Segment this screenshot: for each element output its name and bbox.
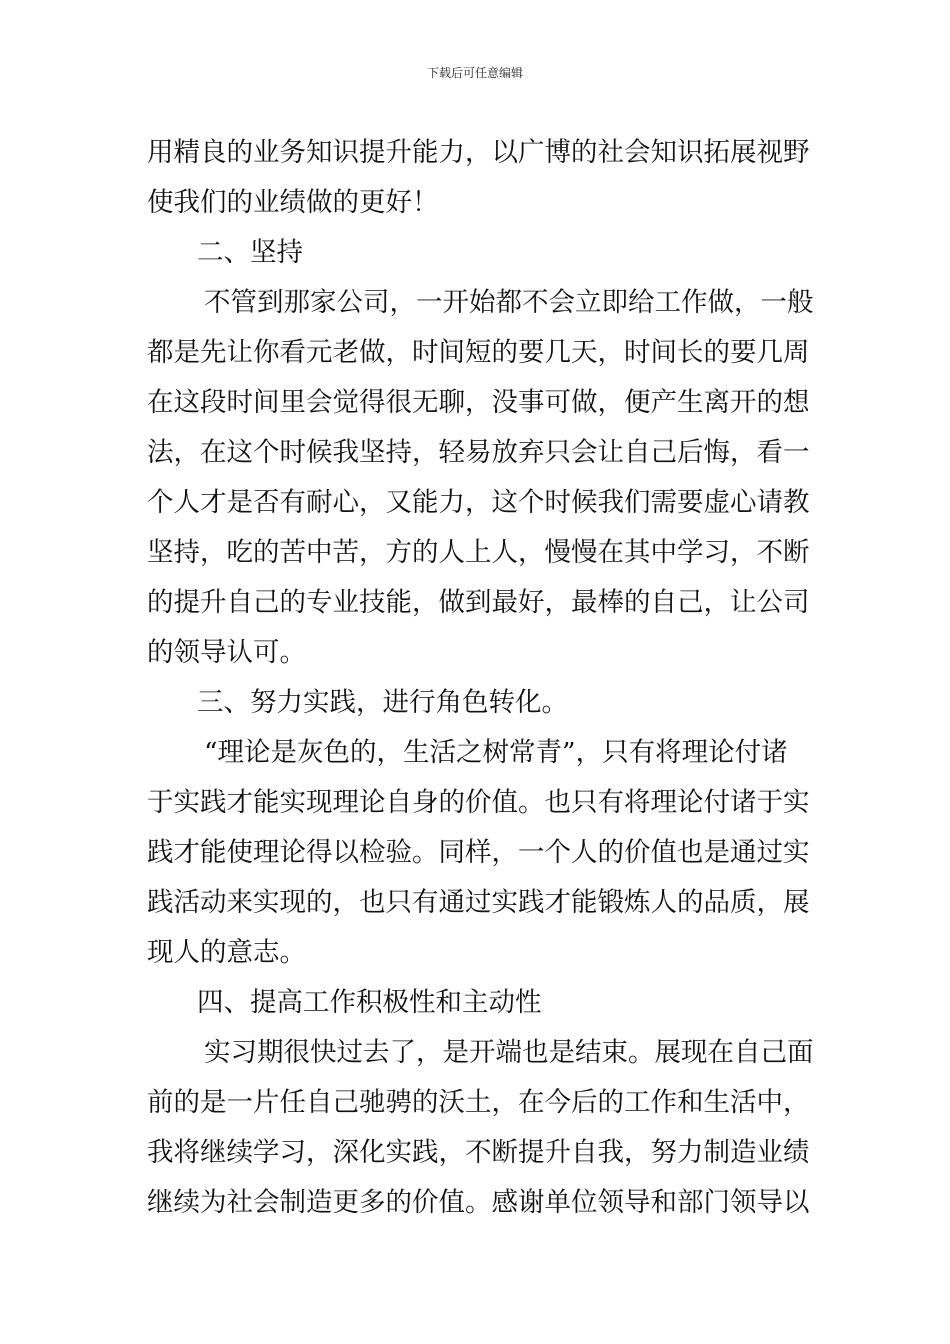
text-line: 继续为社会制造更多的价值。感谢单位领导和部门领导以 [147, 1187, 810, 1218]
body-text [147, 128, 827, 1228]
section-heading: 四、提高工作积极性和主动性 [197, 987, 542, 1018]
text-line: 个人才是否有耐心，又能力，这个时候我们需要虚心请教 [147, 487, 810, 518]
text-line: 坚持，吃的苦中苦，方的人上人，慢慢在其中学习，不断 [147, 537, 810, 568]
text-line: 我将继续学习，深化实践，不断提升自我，努力制造业绩 [147, 1137, 810, 1168]
text-line: “理论是灰色的，生活之树常青”，只有将理论付诸 [204, 737, 788, 768]
section-heading: 三、努力实践，进行角色转化。 [197, 687, 568, 718]
text-line: 实习期很快过去了，是开端也是结束。展现在自己面 [204, 1037, 814, 1068]
text-line: 法，在这个时候我坚持，轻易放弃只会让自己后悔，看一 [147, 437, 810, 468]
text-line: 前的是一片任自己驰骋的沃土，在今后的工作和生活中， [147, 1087, 810, 1118]
text-line: 践活动来实现的，也只有通过实践才能锻炼人的品质，展 [147, 887, 810, 918]
text-line: 在这段时间里会觉得很无聊，没事可做，便产生离开的想 [147, 387, 810, 418]
text-line: 践才能使理论得以检验。同样，一个人的价值也是通过实 [147, 837, 810, 868]
text-line: 用精良的业务知识提升能力，以广博的社会知识拓展视野 [147, 137, 810, 168]
text-line: 于实践才能实现理论自身的价值。也只有将理论付诸于实 [147, 787, 810, 818]
text-line: 的提升自己的专业技能，做到最好，最棒的自己，让公司 [147, 587, 810, 618]
text-line: 都是先让你看元老做，时间短的要几天，时间长的要几周 [147, 337, 810, 368]
text-line: 不管到那家公司，一开始都不会立即给工作做，一般 [204, 287, 814, 318]
text-line: 的领导认可。 [147, 637, 306, 668]
section-heading: 二、坚持 [197, 237, 303, 268]
text-line: 使我们的业绩做的更好！ [147, 187, 439, 218]
text-line: 现人的意志。 [147, 937, 306, 968]
page-header-note: 下载后可任意编辑 [426, 66, 523, 80]
